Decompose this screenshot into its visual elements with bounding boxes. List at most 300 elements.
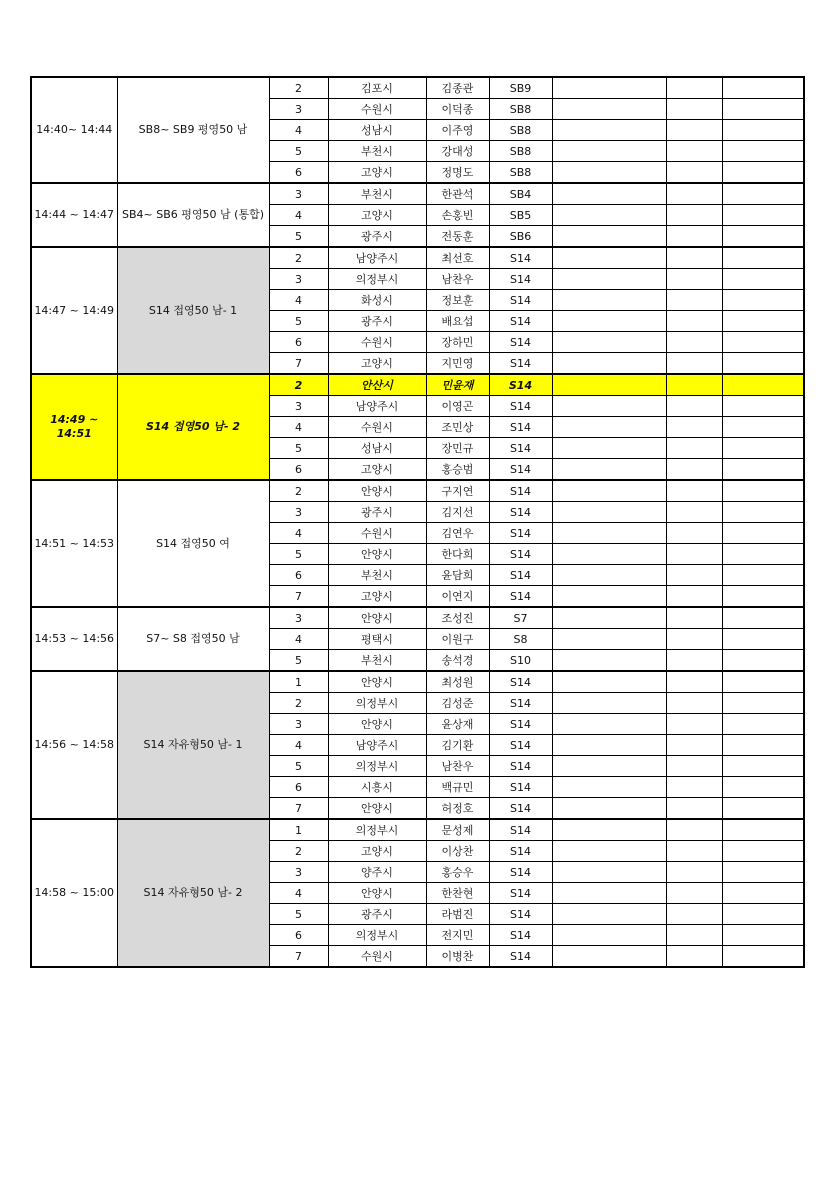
city-name: 성남시 (328, 438, 426, 459)
empty-cell (552, 459, 666, 481)
empty-cell (722, 819, 804, 841)
event-name: SB4~ SB6 평영50 남 (통합) (117, 183, 269, 247)
empty-cell (552, 141, 666, 162)
class-code: S14 (489, 417, 552, 438)
class-code: S14 (489, 925, 552, 946)
class-code: S14 (489, 374, 552, 396)
lane-number: 6 (269, 332, 328, 353)
city-name: 의정부시 (328, 269, 426, 290)
class-code: S14 (489, 544, 552, 565)
swimmer-name: 강대성 (426, 141, 489, 162)
class-code: S14 (489, 756, 552, 777)
city-name: 광주시 (328, 904, 426, 925)
class-code: S14 (489, 459, 552, 481)
class-code: S7 (489, 607, 552, 629)
empty-cell (666, 183, 722, 205)
empty-cell (666, 332, 722, 353)
empty-cell (722, 311, 804, 332)
class-code: SB5 (489, 205, 552, 226)
table-row (31, 77, 804, 99)
city-name: 의정부시 (328, 819, 426, 841)
empty-cell (722, 693, 804, 714)
empty-cell (552, 841, 666, 862)
empty-cell (552, 650, 666, 672)
class-code: S14 (489, 946, 552, 968)
city-name: 안산시 (328, 374, 426, 396)
lane-number: 3 (269, 862, 328, 883)
lane-number: 4 (269, 883, 328, 904)
empty-cell (552, 183, 666, 205)
empty-cell (666, 417, 722, 438)
empty-cell (552, 396, 666, 417)
swimmer-name: 남찬우 (426, 269, 489, 290)
empty-cell (552, 438, 666, 459)
empty-cell (666, 353, 722, 375)
city-name: 의정부시 (328, 756, 426, 777)
table-row (31, 374, 804, 396)
class-code: S14 (489, 290, 552, 311)
event-name: S14 접영50 여 (117, 480, 269, 607)
swimmer-name: 남찬우 (426, 756, 489, 777)
lane-number: 4 (269, 205, 328, 226)
lane-number: 7 (269, 353, 328, 375)
swimmer-name: 이덕종 (426, 99, 489, 120)
empty-cell (552, 205, 666, 226)
city-name: 화성시 (328, 290, 426, 311)
empty-cell (722, 883, 804, 904)
lane-number: 3 (269, 714, 328, 735)
empty-cell (722, 480, 804, 502)
empty-cell (666, 77, 722, 99)
empty-cell (666, 714, 722, 735)
class-code: S14 (489, 311, 552, 332)
table-row (31, 671, 804, 693)
swimmer-name: 이원구 (426, 629, 489, 650)
empty-cell (552, 290, 666, 311)
empty-cell (722, 183, 804, 205)
city-name: 고양시 (328, 586, 426, 608)
lane-number: 5 (269, 756, 328, 777)
time-slot: 14:47 ~ 14:49 (31, 247, 117, 374)
city-name: 의정부시 (328, 925, 426, 946)
lane-number: 6 (269, 459, 328, 481)
empty-cell (552, 693, 666, 714)
empty-cell (552, 586, 666, 608)
swimmer-name: 지민영 (426, 353, 489, 375)
lane-number: 4 (269, 290, 328, 311)
swimmer-name: 이영곤 (426, 396, 489, 417)
empty-cell (666, 925, 722, 946)
class-code: S14 (489, 332, 552, 353)
empty-cell (666, 629, 722, 650)
empty-cell (722, 565, 804, 586)
swimmer-name: 김성준 (426, 693, 489, 714)
empty-cell (666, 290, 722, 311)
empty-cell (666, 819, 722, 841)
class-code: S14 (489, 714, 552, 735)
city-name: 수원시 (328, 99, 426, 120)
class-code: S10 (489, 650, 552, 672)
swimmer-name: 정보훈 (426, 290, 489, 311)
lane-number: 6 (269, 565, 328, 586)
class-code: S8 (489, 629, 552, 650)
class-code: S14 (489, 735, 552, 756)
empty-cell (552, 565, 666, 586)
empty-cell (552, 925, 666, 946)
swimmer-name: 민윤재 (426, 374, 489, 396)
empty-cell (666, 544, 722, 565)
swimmer-name: 최선호 (426, 247, 489, 269)
empty-cell (722, 798, 804, 820)
swimmer-name: 전지민 (426, 925, 489, 946)
empty-cell (666, 693, 722, 714)
lane-number: 2 (269, 841, 328, 862)
empty-cell (722, 502, 804, 523)
city-name: 안양시 (328, 607, 426, 629)
swimmer-name: 김연우 (426, 523, 489, 544)
class-code: SB8 (489, 99, 552, 120)
empty-cell (552, 269, 666, 290)
lane-number: 3 (269, 99, 328, 120)
city-name: 고양시 (328, 459, 426, 481)
class-code: S14 (489, 586, 552, 608)
class-code: S14 (489, 353, 552, 375)
empty-cell (666, 120, 722, 141)
lane-number: 5 (269, 650, 328, 672)
time-slot: 14:40~ 14:44 (31, 77, 117, 183)
city-name: 성남시 (328, 120, 426, 141)
time-slot: 14:56 ~ 14:58 (31, 671, 117, 819)
class-code: S14 (489, 438, 552, 459)
city-name: 광주시 (328, 502, 426, 523)
empty-cell (666, 396, 722, 417)
city-name: 부천시 (328, 565, 426, 586)
empty-cell (552, 417, 666, 438)
class-code: S14 (489, 777, 552, 798)
city-name: 부천시 (328, 650, 426, 672)
empty-cell (722, 205, 804, 226)
empty-cell (666, 946, 722, 968)
empty-cell (552, 247, 666, 269)
swimmer-name: 김기환 (426, 735, 489, 756)
table-row (31, 819, 804, 841)
empty-cell (666, 480, 722, 502)
empty-cell (666, 756, 722, 777)
class-code: S14 (489, 819, 552, 841)
lane-number: 6 (269, 925, 328, 946)
swimmer-name: 한관석 (426, 183, 489, 205)
class-code: S14 (489, 798, 552, 820)
empty-cell (552, 883, 666, 904)
empty-cell (722, 671, 804, 693)
city-name: 수원시 (328, 523, 426, 544)
swimmer-name: 이상찬 (426, 841, 489, 862)
swimmer-name: 이주영 (426, 120, 489, 141)
empty-cell (722, 459, 804, 481)
city-name: 시흥시 (328, 777, 426, 798)
empty-cell (666, 650, 722, 672)
event-name: S14 접영50 남- 2 (117, 374, 269, 480)
empty-cell (666, 777, 722, 798)
city-name: 의정부시 (328, 693, 426, 714)
table-row (31, 247, 804, 269)
empty-cell (552, 120, 666, 141)
empty-cell (552, 77, 666, 99)
swimmer-name: 장하민 (426, 332, 489, 353)
city-name: 김포시 (328, 77, 426, 99)
empty-cell (552, 311, 666, 332)
empty-cell (552, 353, 666, 375)
empty-cell (722, 735, 804, 756)
empty-cell (666, 607, 722, 629)
class-code: S14 (489, 523, 552, 544)
empty-cell (722, 353, 804, 375)
swimmer-name: 장민규 (426, 438, 489, 459)
city-name: 광주시 (328, 226, 426, 248)
swimmer-name: 백규민 (426, 777, 489, 798)
empty-cell (552, 607, 666, 629)
empty-cell (722, 120, 804, 141)
time-slot: 14:49 ~ 14:51 (31, 374, 117, 480)
class-code: SB8 (489, 162, 552, 184)
swimmer-name: 김종관 (426, 77, 489, 99)
lane-number: 3 (269, 269, 328, 290)
swimmer-name: 최성원 (426, 671, 489, 693)
empty-cell (722, 841, 804, 862)
swimmer-name: 라범진 (426, 904, 489, 925)
lane-number: 4 (269, 417, 328, 438)
class-code: SB8 (489, 120, 552, 141)
swimmer-name: 조민상 (426, 417, 489, 438)
empty-cell (722, 777, 804, 798)
empty-cell (722, 714, 804, 735)
empty-cell (666, 247, 722, 269)
city-name: 안양시 (328, 544, 426, 565)
empty-cell (552, 946, 666, 968)
empty-cell (722, 247, 804, 269)
city-name: 안양시 (328, 883, 426, 904)
city-name: 평택시 (328, 629, 426, 650)
empty-cell (722, 396, 804, 417)
event-name: S14 자유형50 남- 2 (117, 819, 269, 967)
empty-cell (552, 480, 666, 502)
empty-cell (722, 586, 804, 608)
empty-cell (552, 99, 666, 120)
empty-cell (722, 226, 804, 248)
empty-cell (666, 226, 722, 248)
lane-number: 7 (269, 586, 328, 608)
empty-cell (722, 904, 804, 925)
empty-cell (722, 290, 804, 311)
empty-cell (666, 502, 722, 523)
lane-number: 2 (269, 247, 328, 269)
city-name: 고양시 (328, 353, 426, 375)
empty-cell (552, 735, 666, 756)
class-code: S14 (489, 862, 552, 883)
lane-number: 7 (269, 946, 328, 968)
class-code: S14 (489, 671, 552, 693)
class-code: S14 (489, 480, 552, 502)
empty-cell (552, 671, 666, 693)
city-name: 부천시 (328, 141, 426, 162)
lane-number: 5 (269, 904, 328, 925)
empty-cell (722, 269, 804, 290)
city-name: 고양시 (328, 841, 426, 862)
lane-number: 2 (269, 77, 328, 99)
empty-cell (552, 332, 666, 353)
lane-number: 4 (269, 120, 328, 141)
empty-cell (722, 141, 804, 162)
swimmer-name: 이병찬 (426, 946, 489, 968)
empty-cell (722, 332, 804, 353)
empty-cell (722, 925, 804, 946)
lane-number: 3 (269, 396, 328, 417)
city-name: 남양주시 (328, 396, 426, 417)
swimmer-name: 구지연 (426, 480, 489, 502)
lane-number: 1 (269, 819, 328, 841)
empty-cell (552, 629, 666, 650)
class-code: S14 (489, 502, 552, 523)
lane-number: 1 (269, 671, 328, 693)
empty-cell (552, 819, 666, 841)
time-slot: 14:58 ~ 15:00 (31, 819, 117, 967)
empty-cell (722, 946, 804, 968)
time-slot: 14:53 ~ 14:56 (31, 607, 117, 671)
empty-cell (666, 798, 722, 820)
empty-cell (666, 205, 722, 226)
swimmer-name: 윤담희 (426, 565, 489, 586)
empty-cell (552, 374, 666, 396)
swimmer-name: 김지선 (426, 502, 489, 523)
empty-cell (666, 862, 722, 883)
empty-cell (552, 226, 666, 248)
empty-cell (666, 269, 722, 290)
empty-cell (722, 162, 804, 184)
empty-cell (722, 544, 804, 565)
lane-number: 3 (269, 502, 328, 523)
city-name: 부천시 (328, 183, 426, 205)
city-name: 고양시 (328, 162, 426, 184)
time-slot: 14:44 ~ 14:47 (31, 183, 117, 247)
empty-cell (552, 756, 666, 777)
empty-cell (722, 374, 804, 396)
empty-cell (552, 777, 666, 798)
city-name: 남양주시 (328, 247, 426, 269)
empty-cell (666, 565, 722, 586)
event-name: S7~ S8 접영50 남 (117, 607, 269, 671)
empty-cell (552, 904, 666, 925)
empty-cell (666, 841, 722, 862)
lane-number: 7 (269, 798, 328, 820)
class-code: S14 (489, 841, 552, 862)
lane-number: 6 (269, 162, 328, 184)
event-name: S14 접영50 남- 1 (117, 247, 269, 374)
swimmer-name: 한찬현 (426, 883, 489, 904)
city-name: 안양시 (328, 714, 426, 735)
city-name: 수원시 (328, 332, 426, 353)
class-code: S14 (489, 693, 552, 714)
swimmer-name: 배요섭 (426, 311, 489, 332)
empty-cell (722, 629, 804, 650)
event-name: S14 자유형50 남- 1 (117, 671, 269, 819)
empty-cell (666, 141, 722, 162)
city-name: 안양시 (328, 671, 426, 693)
empty-cell (666, 374, 722, 396)
city-name: 남양주시 (328, 735, 426, 756)
swimmer-name: 조성진 (426, 607, 489, 629)
lane-number: 5 (269, 311, 328, 332)
swimmer-name: 윤상재 (426, 714, 489, 735)
empty-cell (666, 162, 722, 184)
lane-number: 2 (269, 480, 328, 502)
empty-cell (722, 650, 804, 672)
table-row (31, 183, 804, 205)
empty-cell (552, 523, 666, 544)
empty-cell (552, 714, 666, 735)
lane-number: 4 (269, 629, 328, 650)
swimmer-name: 이연지 (426, 586, 489, 608)
lane-number: 5 (269, 226, 328, 248)
empty-cell (722, 438, 804, 459)
table-row (31, 480, 804, 502)
class-code: SB9 (489, 77, 552, 99)
time-slot: 14:51 ~ 14:53 (31, 480, 117, 607)
empty-cell (552, 798, 666, 820)
city-name: 고양시 (328, 205, 426, 226)
schedule-table (30, 76, 805, 968)
empty-cell (722, 756, 804, 777)
empty-cell (666, 671, 722, 693)
city-name: 안양시 (328, 480, 426, 502)
empty-cell (552, 502, 666, 523)
empty-cell (666, 735, 722, 756)
lane-number: 3 (269, 183, 328, 205)
swimmer-name: 문성제 (426, 819, 489, 841)
empty-cell (722, 417, 804, 438)
class-code: SB8 (489, 141, 552, 162)
swimmer-name: 한다희 (426, 544, 489, 565)
swimmer-name: 정명도 (426, 162, 489, 184)
lane-number: 3 (269, 607, 328, 629)
class-code: SB4 (489, 183, 552, 205)
swimmer-name: 허정호 (426, 798, 489, 820)
empty-cell (722, 607, 804, 629)
city-name: 안양시 (328, 798, 426, 820)
swimmer-name: 전동훈 (426, 226, 489, 248)
class-code: S14 (489, 904, 552, 925)
swimmer-name: 송석경 (426, 650, 489, 672)
empty-cell (666, 523, 722, 544)
table-row (31, 607, 804, 629)
empty-cell (552, 162, 666, 184)
city-name: 수원시 (328, 946, 426, 968)
lane-number: 6 (269, 777, 328, 798)
lane-number: 4 (269, 523, 328, 544)
schedule-body (31, 77, 804, 967)
empty-cell (666, 883, 722, 904)
empty-cell (666, 311, 722, 332)
class-code: S14 (489, 565, 552, 586)
empty-cell (722, 862, 804, 883)
city-name: 수원시 (328, 417, 426, 438)
swimmer-name: 홍승범 (426, 459, 489, 481)
lane-number: 4 (269, 735, 328, 756)
class-code: SB6 (489, 226, 552, 248)
lane-number: 5 (269, 438, 328, 459)
lane-number: 2 (269, 374, 328, 396)
swimmer-name: 홍승우 (426, 862, 489, 883)
empty-cell (722, 523, 804, 544)
